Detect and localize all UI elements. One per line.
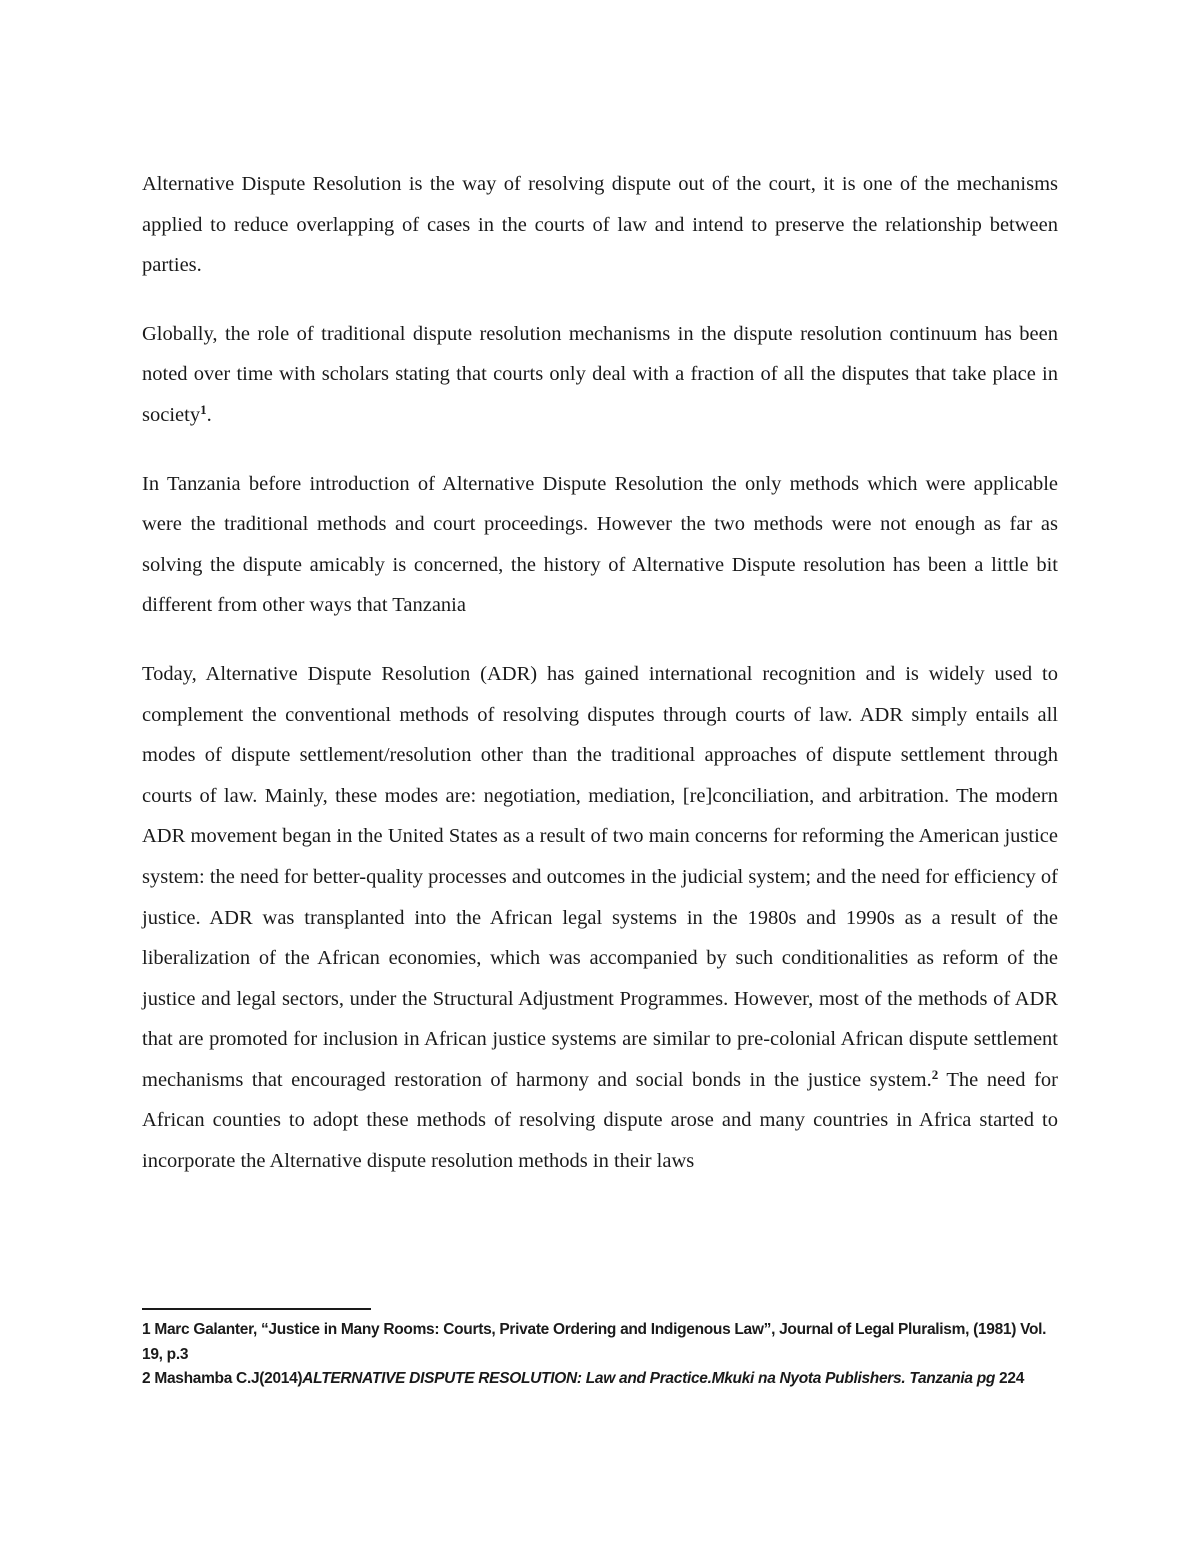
body-text xyxy=(142,164,1058,1182)
paragraph-end: . xyxy=(206,403,212,426)
paragraph-adr-today xyxy=(142,654,1058,1182)
paragraph-end: The need for African counties to adopt these methods of resolving dispute arose and many countries in Africa started to incorporate the Alternative dispute resolution methods in their laws xyxy=(142,1068,1058,1173)
paragraph-text: Alternative Dispute Resolution is the way of resolving dispute out of the court, it is one of the mechanisms applied to reduce overlapping of cases in the courts of law and intend to preserve the relationship between parties. xyxy=(142,173,1058,277)
footnote-tail: 224 xyxy=(995,1370,1025,1387)
footnote-reference-1[interactable]: 1 xyxy=(200,401,207,417)
footnote-title: ALTERNATIVE DISPUTE RESOLUTION: Law and Practice.Mkuki na Nyota Publishers. Tanzania pg xyxy=(302,1370,996,1387)
footnote-reference-2[interactable]: 2 xyxy=(931,1066,939,1082)
paragraph-text: Globally, the role of traditional dispute resolution mechanisms in the dispute resolution continuum has been noted over time with scholars stating that courts only deal with a fraction of all the disputes that take place in society xyxy=(142,322,1058,426)
paragraph-text: In Tanzania before introduction of Alternative Dispute Resolution the only methods which were applicable were the traditional methods and court proceedings. However the two methods were not enough as far as solving the dispute amicably is concerned, the history of Alternative Dispute resolution has been a little bit different from other ways that Tanzania xyxy=(142,472,1058,617)
footnote-2 xyxy=(142,1367,1058,1392)
footnote-text: 1 Marc Galanter, “Justice in Many Rooms: Courts, Private Ordering and Indigenous Law”, Journal of Legal Pluralism, (1981) Vol. 19, p.3 xyxy=(142,1321,1047,1363)
footnotes xyxy=(142,1318,1058,1392)
paragraph-global-role xyxy=(142,314,1058,436)
paragraph-text: Today, Alternative Dispute Resolution (ADR) has gained international recognition and is widely used to complement the conventional methods of resolving disputes through courts of law. ADR simply entails all modes of dispute settlement/resolution other than the traditional approaches of dispute settlement through courts of law. Mainly, these modes are: negotiation, mediation, [re]conciliation, and arbitration. The modern ADR movement began in the United States as a result of two main concerns for reforming the American justice system: the need for better-quality processes and outcomes in the judicial system; and the need for efficiency of justice. ADR was transplanted into the African legal systems in the 1980s and 1990s as a result of the liberalization of the African economies, which was accompanied by such conditionalities as reform of the justice and legal sectors, under the Structural Adjustment Programmes. However, most of the methods of ADR that are promoted for inclusion in African justice systems are similar to pre-colonial African dispute settlement mechanisms that encouraged restoration of harmony and social bonds in the justice system. xyxy=(142,662,1058,1091)
footnote-separator xyxy=(142,1308,371,1310)
paragraph-tanzania-history xyxy=(142,464,1058,626)
footnote-lead: 2 Mashamba C.J(2014) xyxy=(142,1370,303,1387)
paragraph-adr-definition xyxy=(142,164,1058,286)
footnote-1 xyxy=(142,1318,1058,1367)
